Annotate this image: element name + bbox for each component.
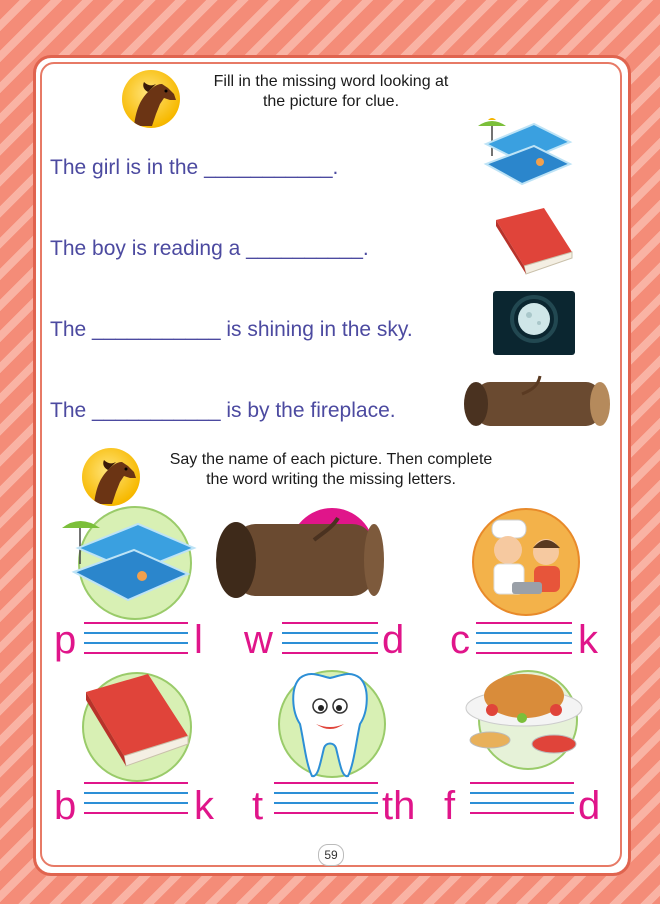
book-picture-2 — [78, 670, 192, 775]
word-6-start: f — [444, 784, 456, 828]
sentence-2: The boy is reading a __________. — [50, 237, 369, 260]
word-1-blank[interactable] — [84, 622, 188, 662]
horse-icon-2 — [82, 448, 140, 506]
sentence-3: The ___________ is shining in the sky. — [50, 318, 413, 341]
word-4-blank[interactable] — [84, 782, 188, 822]
tooth-picture — [288, 668, 372, 785]
horse-icon — [122, 70, 180, 128]
word-2-blank[interactable] — [282, 622, 378, 662]
word-1-end: l — [194, 618, 203, 662]
word-5-start: t — [252, 784, 264, 828]
instruction-1-line1: Fill in the missing word looking at — [213, 73, 449, 90]
instruction-1-line2: the picture for clue. — [262, 93, 400, 110]
instruction-2-line1: Say the name of each picture. Then complete — [169, 451, 493, 468]
word-4-start: b — [54, 784, 77, 828]
sentence-1: The girl is in the ___________. — [50, 156, 339, 179]
word-2-start: w — [244, 618, 273, 662]
log-picture-2 — [214, 510, 384, 613]
word-3-blank[interactable] — [476, 622, 572, 662]
word-3-start: c — [450, 618, 470, 662]
pool-picture — [474, 116, 574, 197]
word-1-start: p — [54, 618, 77, 662]
moon-picture — [493, 291, 575, 360]
instruction-2-line2: the word writing the missing letters. — [206, 471, 456, 488]
word-2-end: d — [382, 618, 405, 662]
page-number: 59 — [318, 844, 344, 866]
sentence-4: The ___________ is by the fireplace. — [50, 399, 396, 422]
pool-picture-2 — [58, 514, 198, 607]
cook-picture — [478, 516, 574, 613]
word-6-blank[interactable] — [470, 782, 574, 822]
word-5-blank[interactable] — [274, 782, 378, 822]
word-4-end: k — [194, 784, 214, 828]
word-5-end: th — [382, 784, 416, 828]
word-6-end: d — [578, 784, 601, 828]
food-picture — [462, 664, 586, 773]
log-picture — [462, 372, 610, 439]
book-picture — [490, 204, 576, 281]
word-3-end: k — [578, 618, 598, 662]
